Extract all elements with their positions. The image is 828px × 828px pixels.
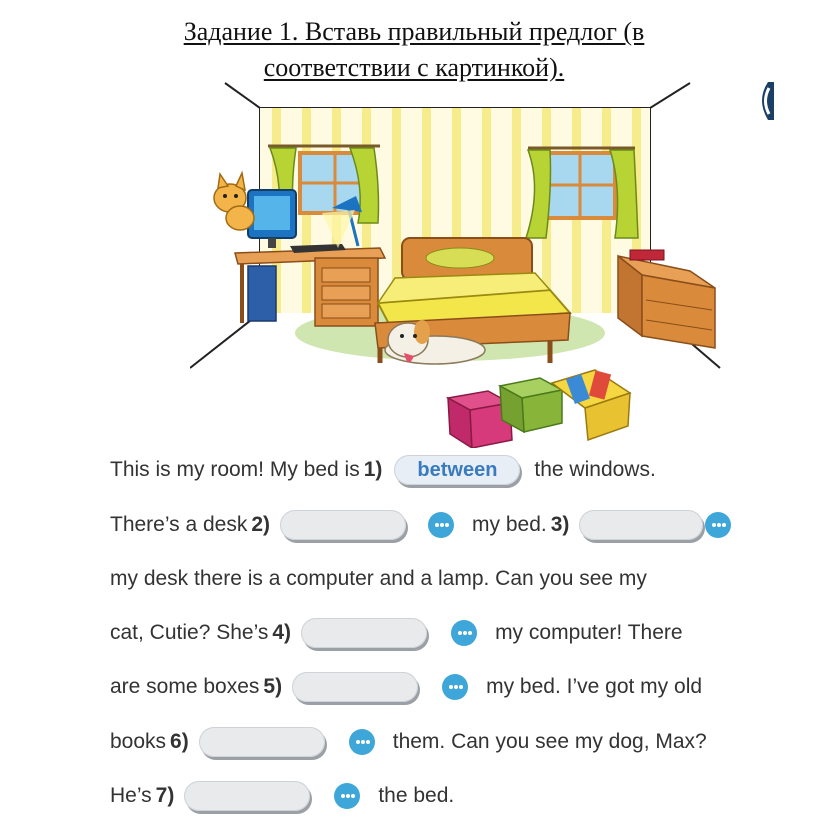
gap-2-hint-icon[interactable] <box>428 512 454 538</box>
gap-4-input[interactable] <box>301 618 427 648</box>
line-6-text: books <box>110 730 167 753</box>
boxes <box>448 370 630 448</box>
gap-5-number: 5) <box>263 675 283 698</box>
exercise-line-1 <box>110 450 656 490</box>
bedroom-illustration <box>190 78 770 448</box>
task-title-line-1: Задание 1. Вставь правильный предлог (в <box>183 17 645 46</box>
line-3-text: my desk there is a computer and a lamp. Can you see my <box>110 567 647 590</box>
gap-6-hint-icon[interactable] <box>349 729 375 755</box>
gap-3-input[interactable] <box>579 510 703 540</box>
exercise-line-7 <box>110 776 454 816</box>
gap-3-number: 3) <box>550 513 570 536</box>
task-title <box>0 14 828 86</box>
chest-of-drawers <box>618 250 715 348</box>
gap-7-hint-icon[interactable] <box>334 783 360 809</box>
line-2-text: There’s a desk <box>110 513 248 536</box>
gap-1-number: 1) <box>363 458 383 481</box>
gap-3-hint-icon[interactable] <box>705 512 731 538</box>
gap-2-number: 2) <box>251 513 271 536</box>
line-7-end: the bed. <box>378 784 455 807</box>
gap-7-number: 7) <box>155 784 175 807</box>
gap-1-answer[interactable]: between <box>394 455 520 485</box>
line-6-end: them. Can you see my dog, Max? <box>392 730 707 753</box>
line-5-end: my bed. I’ve got my old <box>486 675 703 698</box>
exercise-line-2 <box>110 505 731 545</box>
exercise-line-6 <box>110 722 707 762</box>
line-7-text: He’s <box>110 784 152 807</box>
line-5-text: are some boxes <box>110 675 260 698</box>
line-2-mid: my bed. <box>472 513 547 536</box>
line-1-end: the windows. <box>534 458 656 481</box>
gap-4-hint-icon[interactable] <box>451 620 477 646</box>
gap-2-input[interactable] <box>280 510 406 540</box>
line-4-text: cat, Cutie? She’s <box>110 621 269 644</box>
exercise-line-5 <box>110 667 702 707</box>
exercise-line-3 <box>110 559 647 599</box>
line-1-text: This is my room! My bed is <box>110 458 360 481</box>
gap-5-input[interactable] <box>292 672 418 702</box>
line-4-end: my computer! There <box>495 621 683 644</box>
gap-6-input[interactable] <box>199 727 325 757</box>
page-edge-mark <box>752 82 774 120</box>
gap-6-number: 6) <box>170 730 189 753</box>
task-title-line-2: соответствии с картинкой). <box>263 53 565 82</box>
gap-7-input[interactable] <box>184 781 310 811</box>
gap-5-hint-icon[interactable] <box>442 674 468 700</box>
gap-4-number: 4) <box>272 621 292 644</box>
exercise-line-4 <box>110 613 683 653</box>
